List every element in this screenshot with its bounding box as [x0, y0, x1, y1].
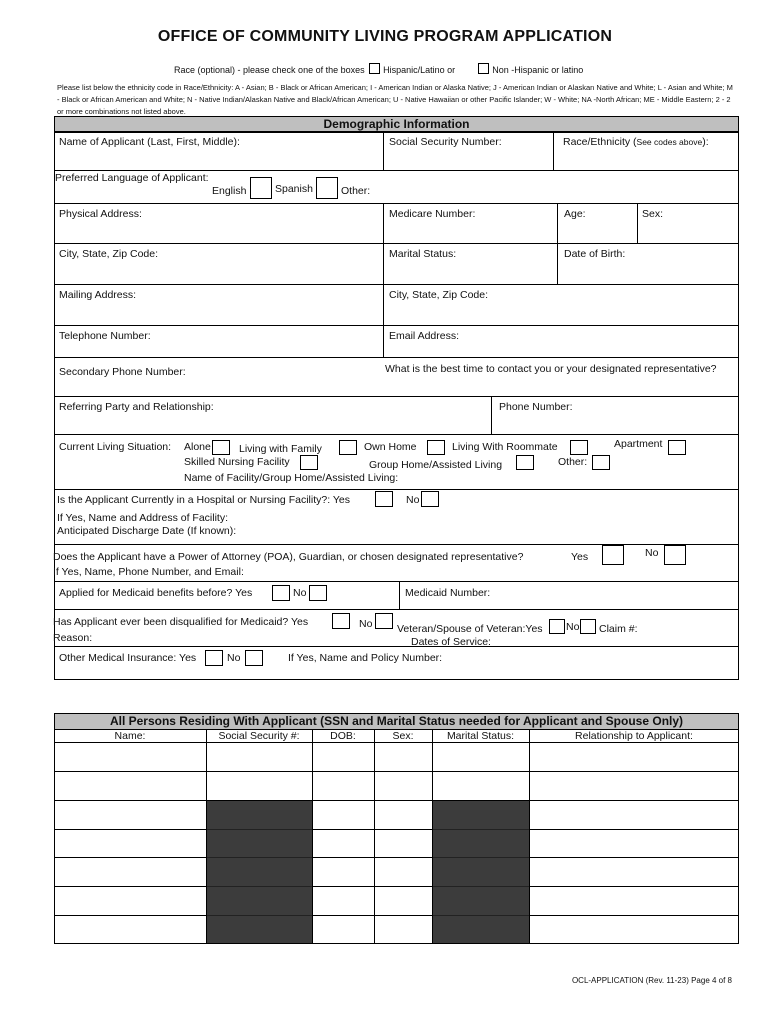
ethnicity-instructions: Please list below the ethnicity code in Race/Ethnicity: A - Asian; B - Black or African American; I - American Indian or Alaska Native; J - American Indian or Alaskan Native and White; L - Asian and White; M - Black or African American and White; N - Native Indian/Alaskan Native and Black/African American; U - Native Hawaiian or other Pacific Islander; W - White; NA -North African; ME - Middle Eastern; 2 - 2 or more combinations not listed above.	[57, 83, 733, 116]
disqualified-no-checkbox[interactable]	[375, 613, 393, 629]
other-insurance-yes-checkbox[interactable]	[205, 650, 223, 666]
medicaid-applied-label: Applied for Medicaid benefits before? Yes	[59, 587, 253, 599]
poa-yes-label: Yes	[571, 551, 589, 563]
reason-label: Reason:	[53, 632, 93, 644]
marital-status-label: Marital Status:	[389, 248, 457, 260]
col-marital: Marital Status:	[446, 730, 515, 742]
hospital-no-checkbox[interactable]	[421, 491, 439, 507]
claim-label: Claim #:	[599, 623, 638, 635]
race-prefix: Race (optional) - please check one of the boxes	[174, 65, 365, 75]
applicant-name-label: Name of Applicant (Last, First, Middle):	[59, 136, 240, 148]
other-language-label: Other:	[341, 185, 371, 197]
col-relationship: Relationship to Applicant:	[575, 730, 693, 742]
other-insurance-label: Other Medical Insurance: Yes	[59, 652, 197, 664]
medicaid-number-label: Medicaid Number:	[405, 587, 491, 599]
mailing-city-label: City, State, Zip Code:	[389, 289, 489, 301]
col-ssn: Social Security #:	[218, 730, 300, 742]
race-ethnicity-label: Race/Ethnicity (See codes above):	[563, 136, 709, 148]
hospital-label: Is the Applicant Currently in a Hospital or Nursing Facility?: Yes	[57, 494, 350, 506]
city-state-zip-label: City, State, Zip Code:	[59, 248, 159, 260]
with-family-checkbox[interactable]	[339, 440, 357, 455]
disqualified-yes-checkbox[interactable]	[332, 613, 350, 629]
hispanic-label: Hispanic/Latino or	[383, 65, 456, 75]
alone-checkbox[interactable]	[212, 440, 230, 455]
veteran-yes-checkbox[interactable]	[549, 619, 565, 634]
referring-party-label: Referring Party and Relationship:	[59, 401, 214, 413]
telephone-label: Telephone Number:	[59, 330, 151, 342]
facility-name-label: Name of Facility/Group Home/Assisted Living:	[184, 472, 399, 484]
non-hispanic-label: Non -Hispanic or latino	[492, 65, 584, 75]
group-home-checkbox[interactable]	[516, 455, 534, 470]
poa-no-label: No	[645, 547, 659, 559]
best-time-label: What is the best time to contact you or your designated representative?	[385, 363, 717, 375]
english-checkbox[interactable]	[250, 177, 272, 199]
col-name: Name:	[114, 730, 146, 742]
other-living-checkbox[interactable]	[592, 455, 610, 470]
roommate-label: Living With Roommate	[452, 441, 558, 453]
race-line	[174, 63, 583, 75]
page-footer: OCL-APPLICATION (Rev. 11-23) Page 4 of 8	[571, 976, 732, 985]
ssn-shaded-cells	[207, 801, 312, 943]
alone-label: Alone	[184, 441, 211, 453]
phone-number-label: Phone Number:	[499, 401, 573, 413]
other-insurance-no-label: No	[227, 652, 241, 664]
secondary-phone-label: Secondary Phone Number:	[59, 366, 186, 378]
facility-address-label: If Yes, Name and Address of Facility:	[57, 512, 229, 524]
apartment-checkbox[interactable]	[668, 440, 686, 455]
email-label: Email Address:	[389, 330, 460, 342]
age-label: Age:	[564, 208, 586, 220]
veteran-no-label: No	[566, 621, 580, 633]
disqualified-no-label: No	[359, 618, 373, 630]
other-living-label: Other:	[558, 456, 588, 468]
medicaid-applied-no-checkbox[interactable]	[309, 585, 327, 601]
marital-shaded-cells	[433, 801, 529, 943]
hispanic-checkbox[interactable]	[369, 63, 380, 74]
roommate-checkbox[interactable]	[570, 440, 588, 455]
skilled-nursing-checkbox[interactable]	[300, 455, 318, 470]
veteran-label: Veteran/Spouse of Veteran:Yes	[397, 623, 543, 635]
col-sex: Sex:	[392, 730, 414, 742]
dates-of-service-label: Dates of Service:	[411, 636, 491, 648]
with-family-label: Living with Family	[239, 443, 322, 455]
english-label: English	[212, 185, 247, 197]
persons-header: All Persons Residing With Applicant (SSN and Marital Status needed for Applicant and Spouse Only)	[54, 713, 739, 730]
hospital-yes-checkbox[interactable]	[375, 491, 393, 507]
preferred-language-label: Preferred Language of Applicant:	[55, 172, 209, 184]
hospital-no-label: No	[406, 494, 420, 506]
apartment-label: Apartment	[614, 438, 663, 450]
col-dob: DOB:	[330, 730, 356, 742]
disqualified-label: Has Applicant ever been disqualified for Medicaid? Yes	[53, 616, 309, 628]
spanish-label: Spanish	[275, 183, 313, 195]
sex-label: Sex:	[642, 208, 664, 220]
other-insurance-no-checkbox[interactable]	[245, 650, 263, 666]
medicaid-applied-yes-checkbox[interactable]	[272, 585, 290, 601]
non-hispanic-checkbox[interactable]	[478, 63, 489, 74]
mailing-address-label: Mailing Address:	[59, 289, 137, 301]
persons-table	[54, 729, 739, 944]
dob-label: Date of Birth:	[564, 248, 626, 260]
discharge-date-label: Anticipated Discharge Date (If known):	[57, 525, 237, 537]
ssn-label: Social Security Number:	[389, 136, 502, 148]
living-situation-label: Current Living Situation:	[59, 441, 172, 453]
group-home-label: Group Home/Assisted Living	[369, 459, 503, 471]
veteran-no-checkbox[interactable]	[580, 619, 596, 634]
demographic-header: Demographic Information	[54, 116, 739, 133]
poa-yes-checkbox[interactable]	[602, 545, 624, 565]
own-home-checkbox[interactable]	[427, 440, 445, 455]
page-title: OFFICE OF COMMUNITY LIVING PROGRAM APPLICATION	[157, 28, 613, 45]
own-home-label: Own Home	[364, 441, 417, 453]
poa-no-checkbox[interactable]	[664, 545, 686, 565]
policy-number-label: If Yes, Name and Policy Number:	[288, 652, 443, 664]
skilled-nursing-label: Skilled Nursing Facility	[184, 456, 290, 468]
medicaid-applied-no-label: No	[293, 587, 307, 599]
poa-label: Does the Applicant have a Power of Attorney (POA), Guardian, or chosen designated representative?	[53, 551, 524, 563]
physical-address-label: Physical Address:	[59, 208, 142, 220]
medicare-number-label: Medicare Number:	[389, 208, 476, 220]
spanish-checkbox[interactable]	[316, 177, 338, 199]
poa-contact-label: If Yes, Name, Phone Number, and Email:	[53, 566, 244, 578]
